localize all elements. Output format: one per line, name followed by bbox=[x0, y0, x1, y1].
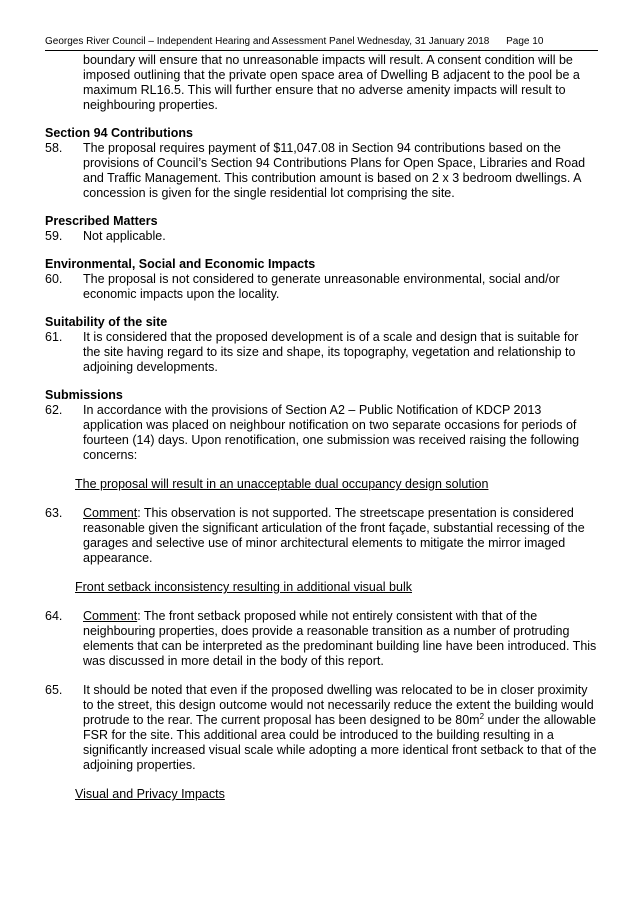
continued-paragraph: boundary will ensure that no unreasonable impacts will result. A consent condition will be imposed outlining that the private open space area of Dwelling B adjacent to the pool be a maximum RL16.5. This will further ensure that no adverse amenity impacts will result to neighbouring properties. bbox=[83, 53, 580, 112]
paragraph-text-cont: under the allowable FSR for the site. This additional area could be introduced to the building resulting in a significantly increased visual scale while adopting a more identical front setback to that of the adjoining properties. bbox=[83, 713, 597, 772]
paragraph-number: 59. bbox=[45, 229, 63, 243]
paragraph-number: 61. bbox=[45, 330, 63, 344]
concern-heading: Visual and Privacy Impacts bbox=[75, 787, 225, 801]
prescribed-heading: Prescribed Matters bbox=[45, 214, 158, 228]
suitability-heading: Suitability of the site bbox=[45, 315, 168, 329]
paragraph-text: Not applicable. bbox=[83, 229, 166, 243]
paragraph-text: In accordance with the provisions of Section A2 – Public Notification of KDCP 2013 application was placed on neighbour notification on two separate occasions for periods of fourteen (14) days. Upon renotification, one submission was received raising the following concerns: bbox=[83, 403, 580, 462]
impacts-heading: Environmental, Social and Economic Impacts bbox=[45, 257, 316, 271]
paragraph-number: 63. bbox=[45, 506, 63, 520]
paragraph-text: It is considered that the proposed development is of a scale and design that is suitable for the site having regard to its size and shape, its topography, vegetation and relationship to adjoining developments. bbox=[83, 330, 579, 374]
paragraph-62 bbox=[45, 403, 598, 463]
page-number: Page 10 bbox=[506, 36, 544, 47]
comment-label: Comment bbox=[83, 506, 138, 520]
document-body bbox=[45, 53, 598, 802]
paragraph-text: : The front setback proposed while not entirely consistent with that of the neighbouring properties, does provide a reasonable transition as a number of protruding elements that can be interpreted as the predominant building line have been introduced. This was discussed in more detail in the body of this report. bbox=[83, 609, 597, 668]
paragraph-number: 65. bbox=[45, 683, 63, 697]
paragraph-58 bbox=[45, 141, 598, 201]
paragraph-number: 62. bbox=[45, 403, 63, 417]
paragraph-number: 58. bbox=[45, 141, 63, 155]
paragraph-59 bbox=[45, 229, 598, 244]
paragraph-65 bbox=[45, 683, 598, 773]
section94-heading: Section 94 Contributions bbox=[45, 126, 193, 140]
paragraph-61 bbox=[45, 330, 598, 375]
paragraph-63 bbox=[45, 506, 598, 566]
submissions-heading: Submissions bbox=[45, 388, 123, 402]
concern-heading: The proposal will result in an unacceptable dual occupancy design solution bbox=[75, 477, 489, 491]
comment-label: Comment bbox=[83, 609, 138, 623]
paragraph-number: 60. bbox=[45, 272, 63, 286]
header-text: Georges River Council – Independent Hearing and Assessment Panel Wednesday, 31 January 2018 bbox=[45, 36, 490, 47]
paragraph-text: The proposal requires payment of $11,047.08 in Section 94 contributions based on the provisions of Council’s Section 94 Contributions Plans for Open Space, Libraries and Road and Traffic Management. This contribution amount is based on 2 x 3 bedroom dwellings. A concession is given for the single residential lot comprising the site. bbox=[83, 141, 586, 200]
paragraph-64 bbox=[45, 609, 598, 669]
page-header bbox=[45, 36, 598, 51]
paragraph-text: : This observation is not supported. The streetscape presentation is considered reasonable given the significant articulation of the front façade, substantial recessing of the garages and selective use of minor architectural elements to mitigate the mirror imaged appearance. bbox=[83, 506, 585, 565]
concern-heading: Front setback inconsistency resulting in additional visual bulk bbox=[75, 580, 412, 594]
superscript: 2 bbox=[479, 711, 485, 721]
paragraph-text: It should be noted that even if the proposed dwelling was relocated to be in closer proximity to the street, this design outcome would not necessarily reduce the extent the building would protrude to the rear. The current proposal has been designed to be 80m bbox=[83, 683, 594, 727]
paragraph-number: 64. bbox=[45, 609, 63, 623]
paragraph-text: The proposal is not considered to generate unreasonable environmental, social and/or economic impacts upon the locality. bbox=[83, 272, 560, 301]
paragraph-60 bbox=[45, 272, 598, 302]
